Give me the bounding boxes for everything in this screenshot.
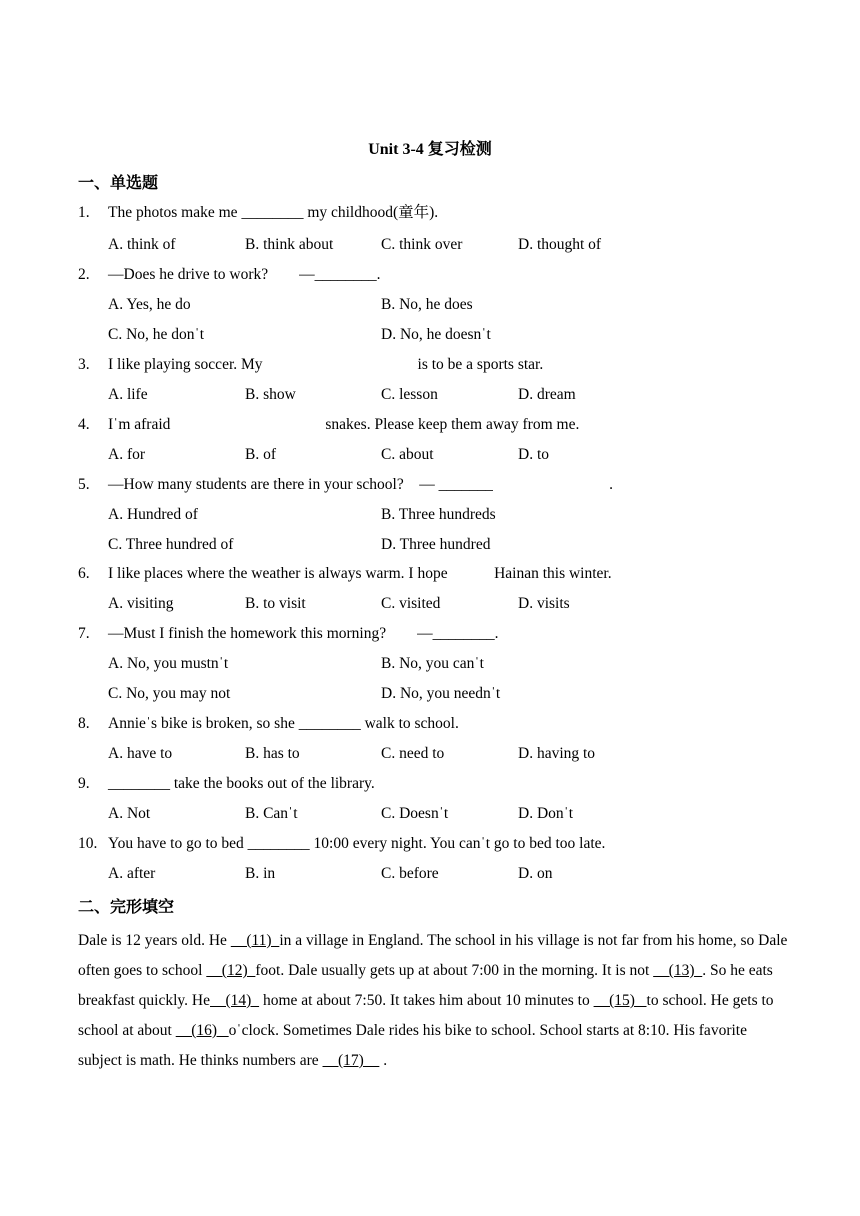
option-b[interactable]: B. Canˈt: [245, 805, 298, 822]
option-d[interactable]: D. thought of: [518, 236, 602, 253]
option-b[interactable]: B. has to: [245, 745, 300, 762]
question-text: —Must I finish the homework this morning? —________.: [108, 625, 499, 642]
option-a[interactable]: A. after: [108, 865, 156, 882]
option-c[interactable]: C. think over: [381, 236, 463, 253]
question-number: 4.: [78, 416, 90, 433]
option-b[interactable]: B. No, he does: [381, 296, 473, 313]
option-d[interactable]: D. to: [518, 446, 549, 463]
option-d[interactable]: D. Three hundred: [381, 536, 491, 553]
question-6: [78, 564, 612, 584]
options-row-q5-ab: [108, 505, 808, 525]
cloze-text: to school. He gets to school at about: [78, 992, 774, 1039]
cloze-passage: [78, 926, 788, 1076]
option-d[interactable]: D. having to: [518, 745, 596, 762]
option-a[interactable]: A. think of: [108, 236, 176, 253]
question-number: 6.: [78, 565, 90, 582]
section-heading-cloze: 二、完形填空: [78, 897, 175, 916]
options-row-q6: [108, 594, 808, 614]
page-title: Unit 3-4 复习检测: [368, 141, 492, 158]
question-number: 3.: [78, 356, 90, 373]
options-row-q8: [108, 744, 808, 764]
options-row-q4: [108, 445, 808, 465]
cloze-text: . So he eats breakfast quickly. He: [78, 962, 773, 1009]
option-d[interactable]: D. No, you neednˈt: [381, 685, 501, 702]
question-number: 10.: [78, 835, 98, 852]
option-c[interactable]: C. Three hundred of: [108, 536, 234, 553]
options-row-q2-ab: [108, 295, 808, 315]
option-a[interactable]: A. visiting: [108, 595, 174, 612]
option-a[interactable]: A. No, you mustnˈt: [108, 655, 229, 672]
option-d[interactable]: D. Donˈt: [518, 805, 574, 822]
option-a[interactable]: A. Not: [108, 805, 151, 822]
blank-16[interactable]: (16): [175, 1022, 229, 1039]
blank-15[interactable]: (15): [593, 992, 647, 1009]
question-number: 8.: [78, 715, 90, 732]
option-b[interactable]: B. think about: [245, 236, 334, 253]
option-d[interactable]: D. visits: [518, 595, 570, 612]
option-c[interactable]: C. visited: [381, 595, 441, 612]
option-b[interactable]: B. show: [245, 386, 296, 403]
blank-11[interactable]: (11): [230, 932, 280, 949]
option-a[interactable]: A. have to: [108, 745, 173, 762]
option-c[interactable]: C. No, he donˈt: [108, 326, 205, 343]
options-row-q3: [108, 385, 808, 405]
blank-14[interactable]: (14): [210, 992, 260, 1009]
question-2: [78, 265, 381, 285]
cloze-text: in a village in England. The school in his village is not far from his home, so Dale often goes to school: [78, 932, 788, 979]
question-8: [78, 714, 459, 734]
options-row-q2-cd: [108, 325, 808, 345]
option-b[interactable]: B. No, you canˈt: [381, 655, 484, 672]
question-number: 7.: [78, 625, 90, 642]
question-9: [78, 774, 375, 794]
option-d[interactable]: D. on: [518, 865, 553, 882]
options-row-q7-cd: [108, 684, 808, 704]
question-text: Iˈm afraid snakes. Please keep them away from me.: [108, 416, 580, 433]
cloze-text: Dale is 12 years old. He: [78, 932, 231, 949]
cloze-text: foot. Dale usually gets up at about 7:00 in the morning. It is not: [255, 962, 654, 979]
question-number: 2.: [78, 266, 90, 283]
question-text: —Does he drive to work? —________.: [108, 266, 381, 283]
option-b[interactable]: B. in: [245, 865, 276, 882]
cloze-text: .: [379, 1052, 388, 1069]
option-a[interactable]: A. Yes, he do: [108, 296, 191, 313]
blank-13[interactable]: (13): [653, 962, 703, 979]
question-7: [78, 624, 499, 644]
option-d[interactable]: D. dream: [518, 386, 576, 403]
option-b[interactable]: B. of: [245, 446, 276, 463]
question-text: I like places where the weather is always warm. I hope Hainan this winter.: [108, 565, 612, 582]
option-c[interactable]: C. No, you may not: [108, 685, 231, 702]
option-b[interactable]: B. to visit: [245, 595, 306, 612]
option-a[interactable]: A. life: [108, 386, 148, 403]
cloze-text: home at about 7:50. It takes him about 10 minutes to: [259, 992, 594, 1009]
question-text: The photos make me ________ my childhood(童年).: [108, 204, 439, 221]
question-text: ________ take the books out of the library.: [108, 775, 375, 792]
question-3: [78, 355, 543, 375]
option-c[interactable]: C. about: [381, 446, 434, 463]
option-c[interactable]: C. need to: [381, 745, 445, 762]
options-row-q10: [108, 864, 808, 884]
question-number: 1.: [78, 204, 90, 221]
question-10: [78, 834, 605, 854]
question-text: I like playing soccer. My is to be a sports star.: [108, 356, 544, 373]
question-4: [78, 415, 579, 435]
question-1: [78, 203, 438, 223]
question-text: —How many students are there in your school? — _______ .: [108, 476, 613, 493]
option-c[interactable]: C. Doesnˈt: [381, 805, 449, 822]
question-5: [78, 475, 613, 495]
blank-17[interactable]: (17): [322, 1052, 380, 1069]
question-number: 9.: [78, 775, 90, 792]
question-text: Annieˈs bike is broken, so she ________ walk to school.: [108, 715, 459, 732]
option-d[interactable]: D. No, he doesnˈt: [381, 326, 491, 343]
option-b[interactable]: B. Three hundreds: [381, 506, 496, 523]
option-a[interactable]: A. for: [108, 446, 146, 463]
section-heading-single-choice: 一、单选题: [78, 173, 159, 192]
question-number: 5.: [78, 476, 90, 493]
option-c[interactable]: C. lesson: [381, 386, 438, 403]
option-a[interactable]: A. Hundred of: [108, 506, 198, 523]
option-c[interactable]: C. before: [381, 865, 439, 882]
options-row-q1: [108, 235, 808, 255]
cloze-text: oˈclock. Sometimes Dale rides his bike to school. School starts at 8:10. His favorite subject is math. He thinks numbers are: [78, 1022, 747, 1069]
options-row-q9: [108, 804, 808, 824]
question-text: You have to go to bed ________ 10:00 every night. You canˈt go to bed too late.: [108, 835, 606, 852]
options-row-q5-cd: [108, 535, 808, 555]
blank-12[interactable]: (12): [206, 962, 256, 979]
options-row-q7-ab: [108, 654, 808, 674]
